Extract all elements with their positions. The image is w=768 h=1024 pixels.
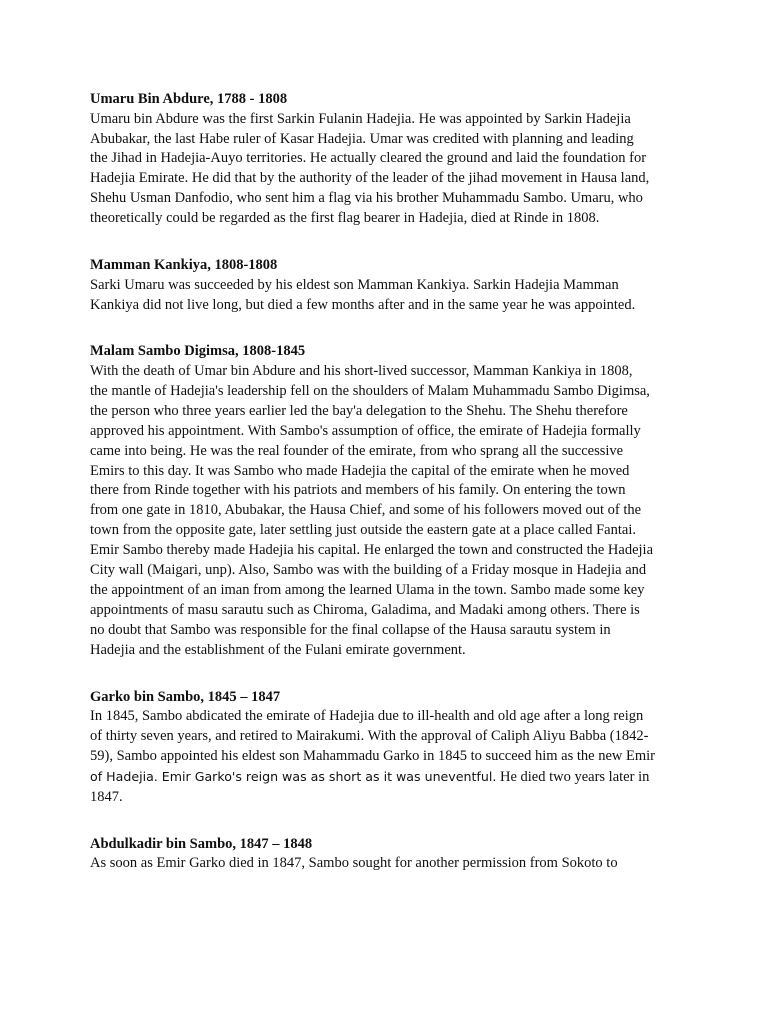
body-line: Shehu Usman Danfodio, who sent him a flag via his brother Muhammadu Sambo. Umaru, who <box>90 190 643 207</box>
body-line-mixed <box>90 767 690 788</box>
body-line: Emirs to this day. It was Sambo who made Hadejia the capital of the emirate when he moved <box>90 462 630 479</box>
document-page <box>90 90 690 901</box>
body-line: the mantle of Hadejia's leadership fell on the shoulders of Malam Muhammadu Sambo Digimsa, <box>90 382 650 399</box>
body-line: 59), Sambo appointed his eldest son Mahammadu Garko in 1845 to succeed him as the new Emir <box>90 748 655 765</box>
section-heading: Garko bin Sambo, 1845 – 1847 <box>90 688 281 705</box>
body-line: City wall (Maigari, unp). Also, Sambo was with the building of a Friday mosque in Hadejia and <box>90 562 647 579</box>
body-line: Hadejia Emirate. He did that by the authority of the leader of the jihad movement in Hausa land, <box>90 170 650 187</box>
body-line: approved his appointment. With Sambo's assumption of office, the emirate of Hadejia formally <box>90 422 641 439</box>
body-line: 1847. <box>90 788 123 805</box>
section-heading: Malam Sambo Digimsa, 1808-1845 <box>90 343 306 360</box>
body-line: Umaru bin Abdure was the first Sarkin Fulanin Hadejia. He was appointed by Sarkin Hadejia <box>90 110 631 127</box>
body-line: came into being. He was the real founder of the emirate, from who sprang all the successive <box>90 442 624 459</box>
section-heading: Umaru Bin Abdure, 1788 - 1808 <box>90 91 288 107</box>
body-line: the person who three years earlier led the bay'a delegation to the Shehu. The Shehu therefore <box>90 402 628 419</box>
body-line: Kankiya did not live long, but died a few months after and in the same year he was appointed. <box>90 296 636 313</box>
section-body <box>90 854 690 874</box>
body-line: of thirty seven years, and retired to Mairakumi. With the approval of Caliph Aliyu Babba (1842- <box>90 728 649 745</box>
body-line: appointments of masu sarautu such as Chiroma, Galadima, and Madaki among others. There is <box>90 601 640 618</box>
body-line: With the death of Umar bin Abdure and his short-lived successor, Mamman Kankiya in 1808, <box>90 363 633 380</box>
body-line: from one gate in 1810, Abubakar, the Hausa Chief, and some of his followers moved out of the <box>90 502 642 519</box>
section-mamman <box>90 256 690 315</box>
sans-fragment: of Hadejia. Emir Garko's reign was as short as it was uneventful. <box>90 768 497 784</box>
body-line: Abubakar, the last Habe ruler of Kasar Hadejia. Umar was credited with planning and leading <box>90 130 634 147</box>
body-line: As soon as Emir Garko died in 1847, Sambo sought for another permission from Sokoto to <box>90 855 618 872</box>
body-line: no doubt that Sambo was responsible for the final collapse of the Hausa sarautu system in <box>90 621 611 638</box>
section-garko <box>90 688 690 808</box>
body-line: the appointment of an iman from among the learned Ulama in the town. Sambo made some key <box>90 582 645 598</box>
section-sambo <box>90 342 690 660</box>
serif-fragment: He died two years later in <box>496 768 650 785</box>
body-line: Sarki Umaru was succeeded by his eldest son Mamman Kankiya. Sarkin Hadejia Mamman <box>90 276 619 293</box>
section-body <box>90 276 690 316</box>
section-umaru <box>90 90 690 229</box>
section-heading: Mamman Kankiya, 1808-1808 <box>90 257 278 274</box>
body-line: In 1845, Sambo abdicated the emirate of Hadejia due to ill-health and old age after a long reign <box>90 708 644 725</box>
body-line: there from Rinde together with his patriots and members of his family. On entering the town <box>90 482 626 499</box>
body-line: Emir Sambo thereby made Hadejia his capital. He enlarged the town and constructed the Hadejia <box>90 542 654 559</box>
body-line: town from the opposite gate, later settling just outside the eastern gate at a place called Fantai. <box>90 522 636 539</box>
section-abdulkadir <box>90 835 690 875</box>
body-line: theoretically could be regarded as the first flag bearer in Hadejia, died at Rinde in 1808. <box>90 210 600 227</box>
section-heading: Abdulkadir bin Sambo, 1847 – 1848 <box>90 835 313 852</box>
body-line: Hadejia and the establishment of the Fulani emirate government. <box>90 641 466 658</box>
body-line: the Jihad in Hadejia-Auyo territories. He actually cleared the ground and laid the foundation for <box>90 150 647 167</box>
section-body <box>90 707 690 808</box>
section-body <box>90 362 690 661</box>
section-body <box>90 110 690 229</box>
